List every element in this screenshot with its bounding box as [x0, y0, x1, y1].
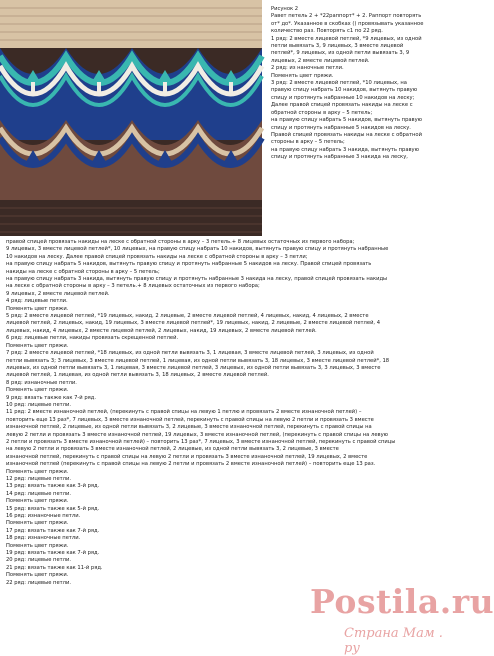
instruction-line: Поменять цвет пряжи.: [6, 305, 69, 312]
instruction-line: 6 ряд: лицевые петли, накиды провязать скрещенной петлей.: [6, 335, 179, 342]
instruction-line: спицу и протянуть набранные 3 накида на леску,: [271, 154, 408, 161]
instruction-line: на правую спицу набрать 5 накидов, вытянуть правую спицу и протянуть набранные 5 накидов на леску. Правой спицей провязать: [6, 261, 372, 268]
instruction-line: на правую спицу набрать 3 накида, вытянуть правую спицу и протянуть набранные 3 накида на леску, правой спицей провязать накиды: [6, 276, 388, 283]
instruction-line: 3 ряд: 2 вместе лицевой петлей, *10 лицевых, на: [271, 80, 407, 87]
instruction-line: Поменять цвет пряжи.: [6, 520, 69, 527]
instruction-line: количество раз. Повторять с1 по 22 ряд.: [271, 28, 383, 35]
instruction-line: стороны в арку – 5 петель;: [271, 139, 345, 146]
instruction-line: 17 ряд: вязать также как 7-й ряд.: [6, 527, 100, 534]
instruction-line: петли вывязать 3; 3 лицевых, 3 вместе лицевой петлей, 1 лицевая, из одной петли вывязать 3, 18 лицевых, 3 вместе лицевой петлей*, 18: [6, 357, 390, 364]
instruction-line: лицевых, 2 вместе лицевой петлей.: [271, 57, 370, 64]
instruction-line: изнаночной петлей, 2 лицевые, из одной петли вывязать 3, 2 лицевые, 3 вместе изнаночной петлей, перекинуть с правой спицы на: [6, 424, 372, 431]
instruction-line: петлей*, 9 лицевых, из одной петли вывязать 3, 9: [271, 50, 410, 57]
instruction-line: 5 ряд: 2 вместе лицевой петлей, *19 лицевых, накид, 2 лицевые, 2 вместе лицевой петлей, 4 лицевых, накид, 4 лицевых, 2 вместе: [6, 313, 369, 320]
instruction-line: Далее правой спицей провязать накиды на леске с: [271, 102, 413, 109]
instruction-line: 10 ряд: лицевые петли.: [6, 401, 71, 408]
instruction-line: 11 ряд: 2 вместе изнаночной петлей, (перекинуть с правой спицы на левую 1 петлю и провязать 2 вместе изнаночной петлей) –: [6, 409, 362, 416]
instruction-line: 19 ряд: вязать также как 7-й ряд.: [6, 550, 100, 557]
instruction-line: 9 лицевых, 3 вместе лицевой петлей*, 10 лицевых, на правую спицу набрать 10 накидов, вытянуть правую спицу и протянуть набранные: [6, 246, 389, 253]
instruction-line: Поменять цвет пряжи.: [6, 342, 69, 349]
instruction-line: Поменять цвет пряжи.: [6, 387, 69, 394]
instruction-line: Рисунок 2: [271, 6, 299, 12]
instruction-line: изнаночной петлей, перекинуть с правой спицы на левую 2 петли и провязать 3 вместе изнаночной петлей, 19 лицевых, 2 вместе: [6, 453, 368, 460]
instruction-line: Равет петель 2 + *22раппорт* + 2. Раппорт повторять: [271, 13, 422, 20]
instruction-line: повторить еще 13 раз*, 7 лицевых, 3 вместе изнаночной петлей, перекинуть с правой спицы на левую 2 петли и провязать 3 вместе: [6, 416, 374, 423]
instruction-line: Поменять цвет пряжи.: [6, 542, 69, 549]
instruction-line: 15 ряд: вязать также как 5-й ряд.: [6, 505, 100, 512]
instruction-line: 9 лицевых, 2 вместе лицевой петлей.: [6, 290, 110, 297]
instruction-line: лицевых, накид, 4 лицевых, 2 вместе лицевой петлей, 2 лицевых, накид, 19 лицевых, 2 вместе лицевой петлей.: [6, 327, 317, 334]
knitted-pattern-image: [0, 0, 262, 236]
watermark-sub-text: Страна Мам . ру: [344, 626, 443, 656]
instruction-line: Поменять цвет пряжи.: [6, 572, 69, 579]
instruction-line: изнаночной петлей (перекинуть с правой спицы на левую 2 петли и провязать 2 вместе изнаночной петлей) – повторить еще 13 раз.: [6, 461, 376, 468]
instruction-line: 10 накидов на леску. Далее правой спицей провязать накиды на леске с обратной стороны в арку – 3 петли;: [6, 253, 308, 260]
instruction-line: правую спицу набрать 10 накидов, вытянуть правую: [271, 87, 418, 94]
instruction-line: на правую спицу набрать 3 накида, вытянуть правую: [271, 146, 419, 153]
postila-watermark: [300, 582, 494, 656]
instruction-line: 16 ряд: изнаночные петли.: [6, 513, 81, 520]
instruction-line: на леске с обратной стороны в арку – 3 петель.+ 8 лицевых остаточных из первого набора;: [6, 283, 260, 290]
instruction-line: 4 ряд: лицевые петли.: [6, 298, 68, 305]
instruction-line: обратной стороны в арку – 5 петель;: [271, 109, 373, 116]
instruction-line: правой спицей провязать накиды на леске с обратной стороны в арку – 3 петель.+ 8 лицевых остаточных из первого набора;: [6, 239, 355, 245]
instruction-line: Правой спицей провязать накиды на леске с обратной: [271, 131, 422, 138]
instruction-line: от* до*. Указанное в скобках () провязывать указанное: [271, 20, 424, 27]
instructions-full-width: [6, 239, 454, 587]
instruction-line: Поменять цвет пряжи.: [271, 72, 334, 79]
instruction-line: 21 ряд: вязать также как 11-й ряд.: [6, 564, 103, 571]
instruction-line: 2 ряд: из наночные петли.: [271, 65, 344, 72]
instruction-line: 13 ряд: вязать также как 3-й ряд.: [6, 483, 100, 490]
instruction-line: 9 ряд: вязать также как 7-й ряд.: [6, 394, 96, 401]
instruction-line: 8 ряд: изнаночные петли.: [6, 379, 77, 386]
instruction-line: Поменять цвет пряжи.: [6, 498, 69, 505]
watermark-main-text: Postila.ru: [310, 582, 494, 621]
instruction-line: 20 ряд: лицевые петли.: [6, 557, 71, 564]
instruction-line: 18 ряд: изнаночные петли.: [6, 535, 81, 542]
instruction-line: 7 ряд: 2 вместе лицевой петлей, *18 лицевых, из одной петли вывязать 3, 1 лицевая, 3 вместе лицевой петлей, 3 лицевых, из одной: [6, 350, 374, 357]
instruction-line: левую 2 петли и провязать 3 вместе изнаночной петлей, 19 лицевых, 3 вместе изнаночной петлей, (перекинуть с правой спицы на левую: [6, 431, 389, 438]
instruction-line: лицевых, из одной петли вывязать 3, 1 лицевая, 3 вместе лицевой петлей, 3 лицевых, из одной петли вывязать 3, 3 лицевых, 3 вместе: [6, 364, 381, 371]
instruction-line: лицевой петлей, 2 лицевых, накид, 19 лицевых, 3 вместе лицевой петлей*, 19 лицевых, накид, 2 лицевые, 2 вместе лицевой петлей, 4: [6, 320, 381, 327]
instruction-line: на правую спицу набрать 5 накидов, вытянуть правую: [271, 117, 423, 124]
instruction-line: петли вывязать 3, 9 лицевых, 3 вместе лицевой: [271, 43, 404, 50]
instruction-line: спицу и протянуть набранные 10 накидов на леску;: [271, 94, 415, 101]
instruction-line: на левую 2 петли и провязать 3 вместе изнаночной петлей, 2 лицевые, из одной петли вывязать 3, 2 лицевые, 3 вместе: [6, 446, 339, 453]
instruction-line: Поменять цвет пряжи.: [6, 468, 69, 475]
instruction-line: 14 ряд: лицевые петли.: [6, 490, 71, 497]
knitting-sample-photo: [0, 0, 262, 236]
instruction-line: 2 петли и провязать 3 вместе изнаночной петлей) – повторить 13 раз*, 7 лицевых, 3 вместе изнаночной петлей, перекинуть с правой спицы: [6, 438, 396, 445]
instruction-line: спицу и протянуть набранные 5 накидов на леску.: [271, 124, 411, 131]
instruction-line: 12 ряд: лицевые петли.: [6, 476, 71, 482]
instructions-column: [271, 6, 455, 162]
instruction-line: 22 ряд: лицевые петли.: [6, 579, 71, 586]
instruction-line: лицевой петлей, 1 лицевая, из одной петли вывязать 3, 18 лицевых, 2 вместе лицевой петлей.: [6, 372, 269, 379]
instruction-line: 1 ряд: 2 вместе лицевой петлей, *9 лицевых, из одной: [271, 35, 422, 42]
instruction-line: накиды на леске с обратной стороны в арку – 5 петель;: [6, 268, 160, 275]
